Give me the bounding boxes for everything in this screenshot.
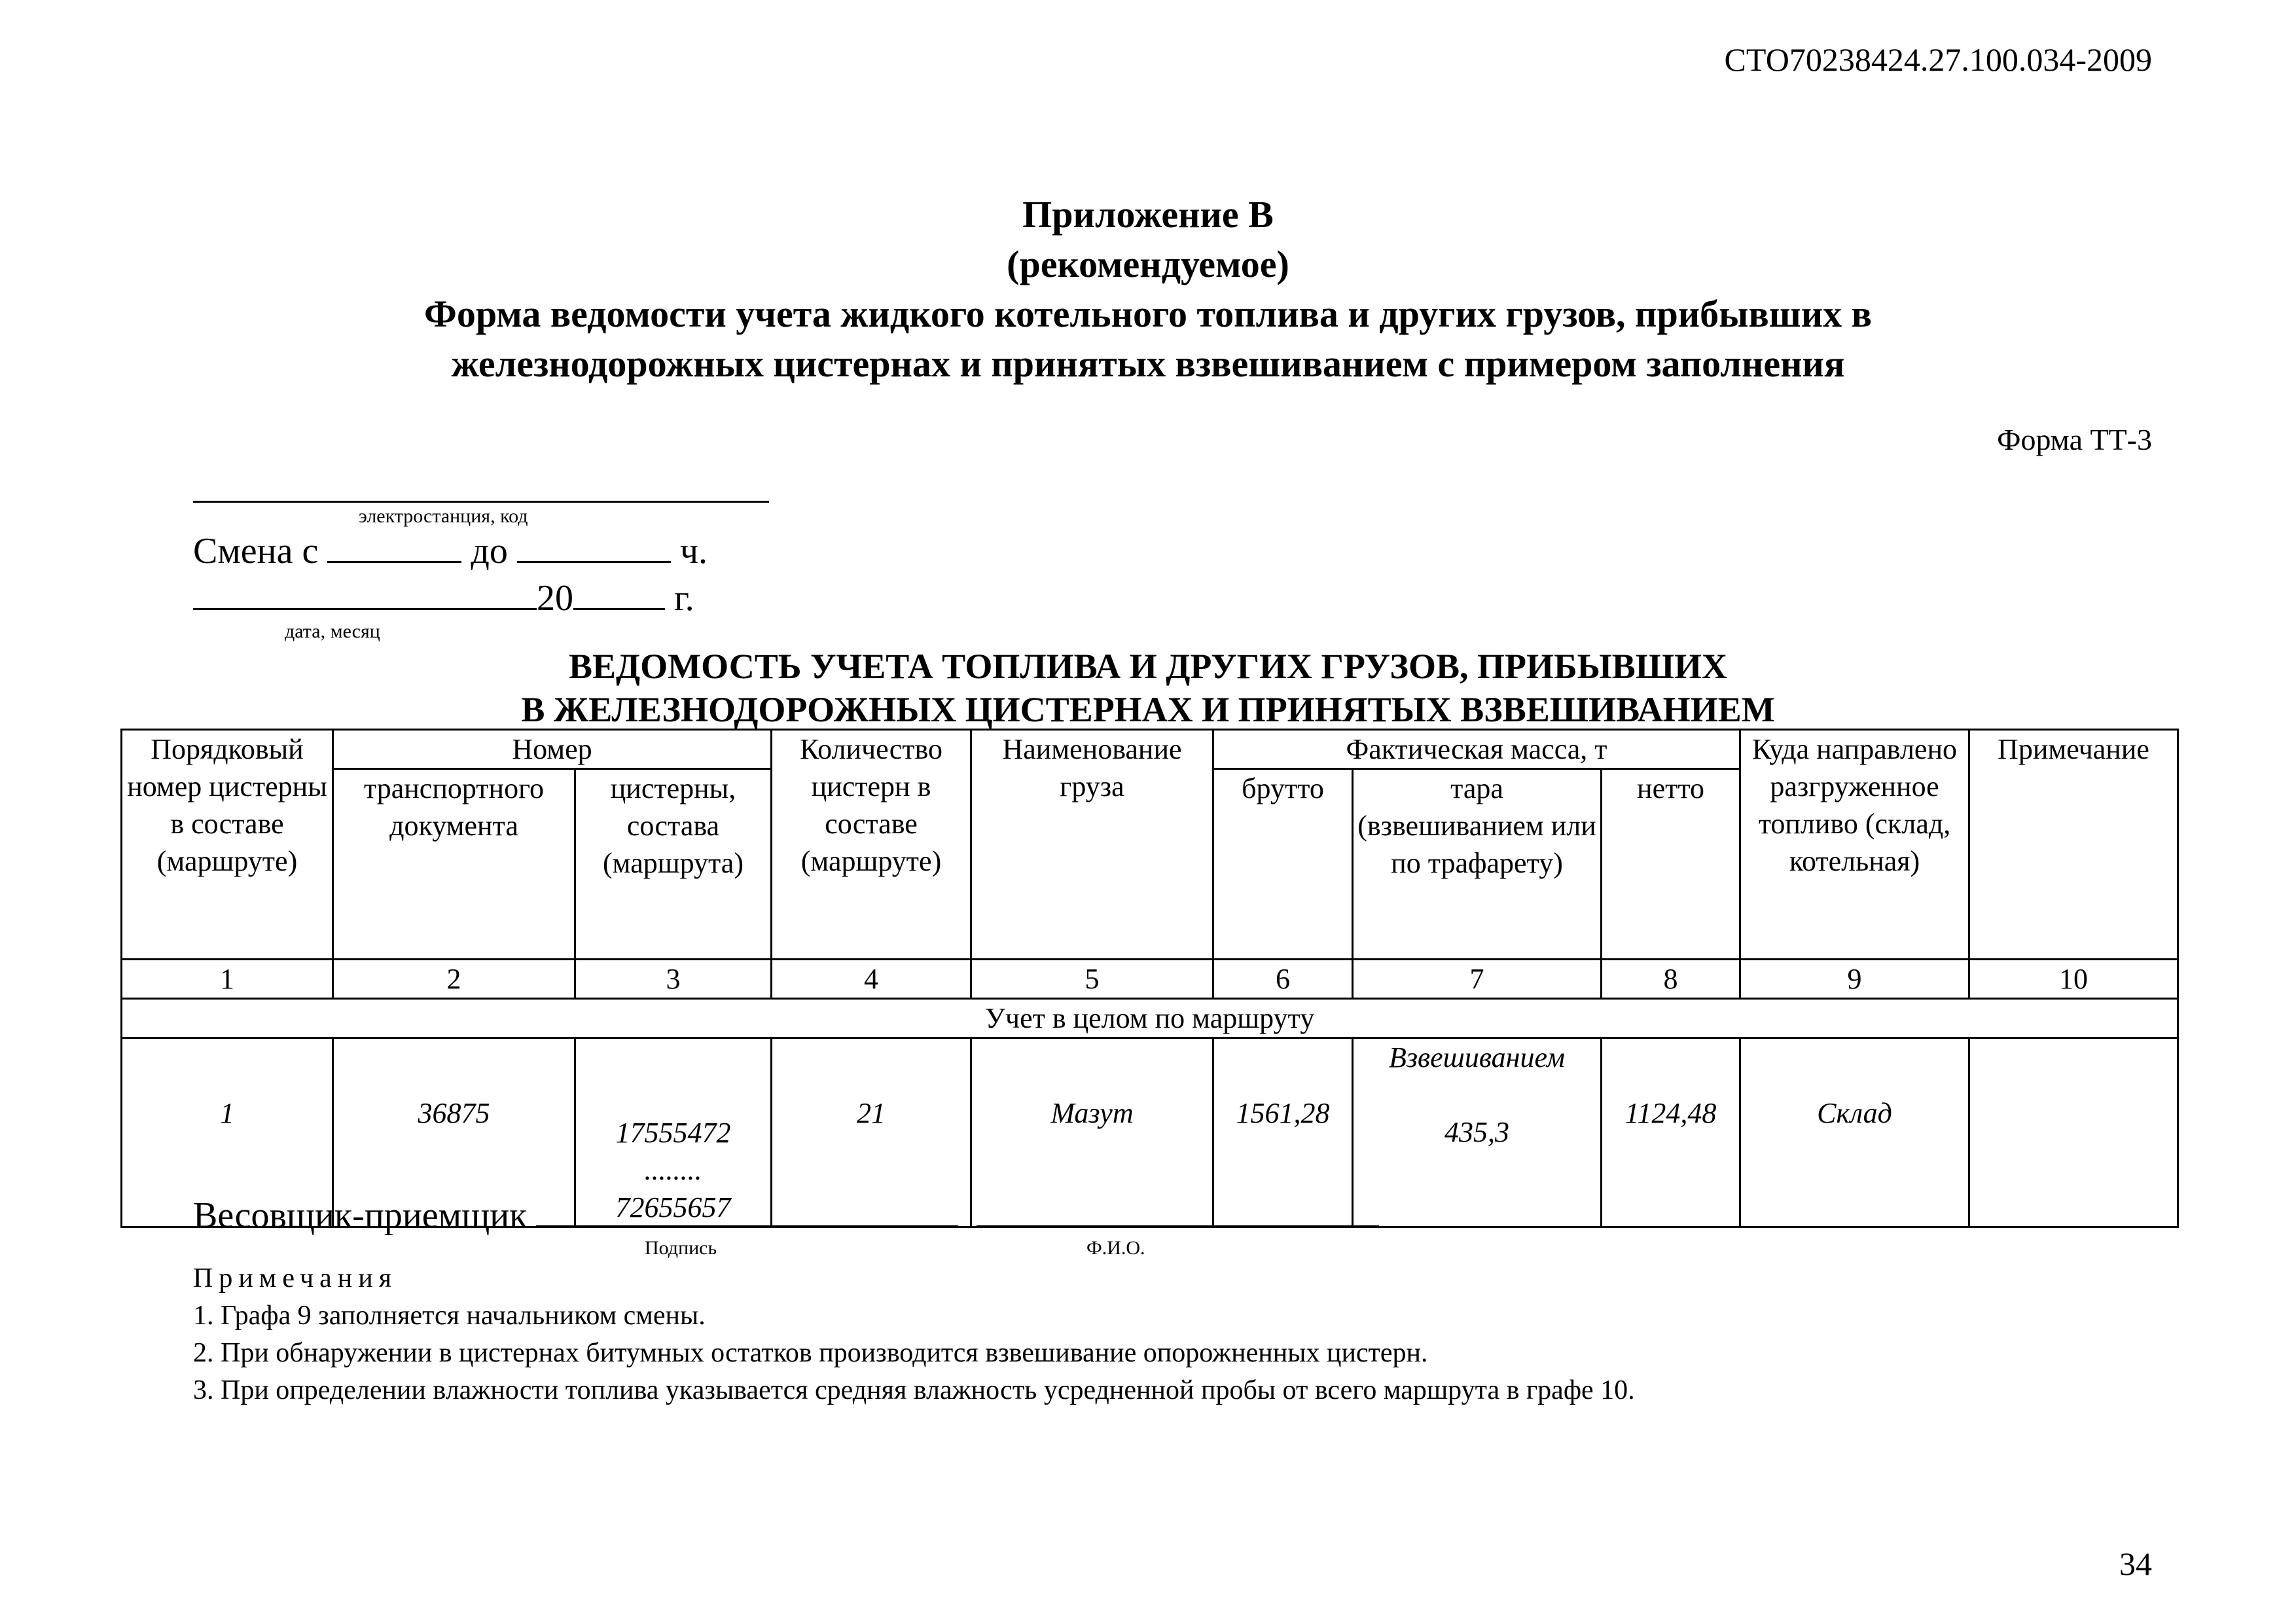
- cell-tare: [1353, 1038, 1602, 1227]
- cell-cargo: Мазут: [971, 1038, 1213, 1227]
- col-group-number: Номер: [333, 730, 772, 769]
- col-header-cargo: Наименование груза: [971, 730, 1213, 960]
- form-title-line-2: железнодорожных цистернах и принятых взвешиванием с примером заполнения: [451, 342, 1845, 385]
- appendix-status: (рекомендуемое): [1007, 243, 1289, 285]
- col-header-order: Порядковый номер цистерны в составе (маршруте): [122, 730, 333, 960]
- shift-unit: ч.: [679, 531, 708, 571]
- cell-count: 21: [772, 1038, 971, 1227]
- section-row: [122, 999, 2178, 1038]
- column-number: 8: [1602, 960, 1740, 999]
- full-name-caption: Ф.И.О.: [1086, 1237, 1145, 1259]
- cell-note: [1969, 1038, 2178, 1227]
- signature-caption: Подпись: [645, 1237, 717, 1259]
- col-header-note: Примечание: [1969, 730, 2178, 960]
- year-field[interactable]: [573, 578, 665, 610]
- station-field-line[interactable]: [193, 501, 769, 503]
- column-number: 4: [772, 960, 971, 999]
- col-header-transport-doc: транспортного документа: [333, 769, 575, 960]
- appendix-label: Приложение В: [1022, 193, 1274, 236]
- signature-field[interactable]: [536, 1195, 958, 1227]
- column-number: 9: [1740, 960, 1969, 999]
- cell-order: 1: [122, 1038, 333, 1227]
- cell-gross: 1561,28: [1213, 1038, 1353, 1227]
- shift-to-label: до: [471, 531, 508, 571]
- note-item: 2. При обнаружении в цистернах битумных остатков производится взвешивание опорожненных цистерн.: [193, 1338, 1428, 1368]
- tare-value: 435,3: [1444, 1116, 1509, 1148]
- col-header-gross: брутто: [1213, 769, 1353, 960]
- shift-from-label: Смена с: [193, 531, 319, 571]
- column-number: 1: [122, 960, 333, 999]
- col-header-tare: тара (взвешиванием или по трафарету): [1353, 769, 1602, 960]
- sheet-title-line-1: ВЕДОМОСТЬ УЧЕТА ТОПЛИВА И ДРУГИХ ГРУЗОВ, ПРИБЫВШИХ: [568, 647, 1728, 686]
- date-field[interactable]: [193, 578, 537, 610]
- weigher-line: [193, 1195, 1379, 1236]
- notes-block: [193, 1260, 1635, 1409]
- col-header-net: нетто: [1602, 769, 1740, 960]
- shift-line: [193, 530, 708, 572]
- tank-last: 72655657: [615, 1191, 731, 1223]
- tank-first: 17555472: [615, 1117, 731, 1149]
- document-code: СТО70238424.27.100.034-2009: [1724, 41, 2152, 78]
- column-number: 3: [575, 960, 772, 999]
- sheet-title-line-2: В ЖЕЛЕЗНОДОРОЖНЫХ ЦИСТЕРНАХ И ПРИНЯТЫХ ВЗВЕШИВАНИЕМ: [521, 690, 1775, 729]
- station-caption: электростанция, код: [359, 505, 528, 527]
- column-numbers-row: [122, 960, 2178, 999]
- fuel-ledger-table: [120, 729, 2179, 1228]
- shift-to-field[interactable]: [517, 531, 671, 563]
- shift-from-field[interactable]: [327, 531, 461, 563]
- sheet-title: [0, 645, 2296, 731]
- col-header-tank: цистерны, состава (маршрута): [575, 769, 772, 960]
- form-code: Форма ТТ-3: [1997, 423, 2152, 456]
- tank-dots: ........: [644, 1154, 702, 1186]
- cell-destination: Склад: [1740, 1038, 1969, 1227]
- tare-method: Взвешиванием: [1388, 1041, 1566, 1074]
- year-suffix: г.: [674, 578, 694, 619]
- column-number: 10: [1969, 960, 2178, 999]
- notes-title: Примечания: [193, 1263, 398, 1293]
- note-item: 3. При определении влажности топлива указывается средняя влажность усредненной пробы от всего маршрута в графе 10.: [193, 1375, 1635, 1405]
- cell-net: 1124,48: [1602, 1038, 1740, 1227]
- cell-transport-doc: 36875: [333, 1038, 575, 1227]
- column-number: 5: [971, 960, 1213, 999]
- date-line: [193, 577, 694, 619]
- column-number: 7: [1353, 960, 1602, 999]
- year-prefix: 20: [537, 578, 573, 619]
- appendix-title: [0, 190, 2296, 389]
- col-group-mass: Фактическая масса, т: [1213, 730, 1740, 769]
- column-number: 6: [1213, 960, 1353, 999]
- header-row-1: [122, 730, 2178, 769]
- col-header-destination: Куда направлено разгруженное топливо (склад, котельная): [1740, 730, 1969, 960]
- date-caption: дата, месяц: [285, 621, 380, 642]
- column-number: 2: [333, 960, 575, 999]
- full-name-field[interactable]: [977, 1195, 1379, 1227]
- weigher-label: Весовщик-приемщик: [193, 1195, 528, 1236]
- section-label: Учет в целом по маршруту: [122, 999, 2178, 1038]
- col-header-count: Количество цистерн в составе (маршруте): [772, 730, 971, 960]
- page-number: 34: [2119, 1545, 2152, 1582]
- form-title-line-1: Форма ведомости учета жидкого котельного топлива и других грузов, прибывших в: [424, 293, 1872, 335]
- note-item: 1. Графа 9 заполняется начальником смены.: [193, 1301, 706, 1331]
